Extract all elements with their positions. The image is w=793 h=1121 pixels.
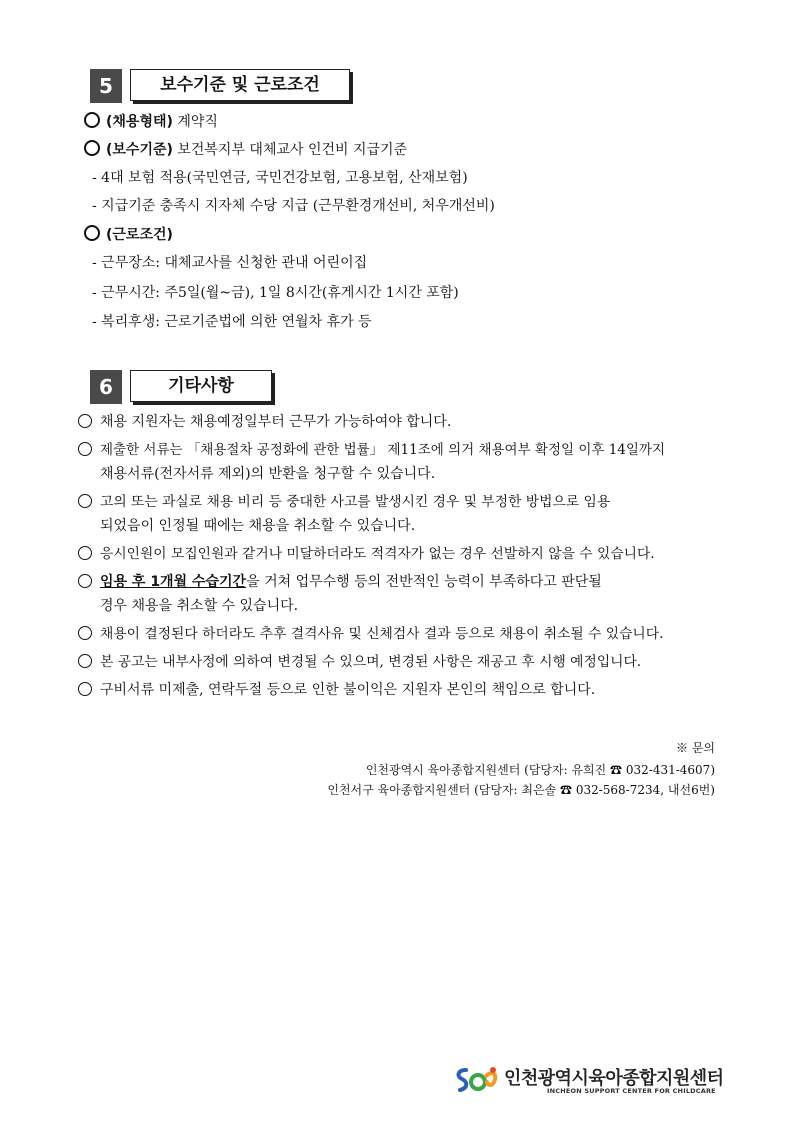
probation-emphasis: 임용 후 1개월 수습기간: [100, 574, 247, 590]
center-logo-icon: [452, 1064, 500, 1096]
note-text: 채용이 결정된다 하더라도 추후 결격사유 및 신체검사 결과 등으로 채용이 취소될 수 있습니다.: [100, 626, 664, 642]
section-5-header: [90, 69, 352, 103]
employment-type-row: [84, 112, 218, 132]
section-6-title: 기타사항: [130, 370, 272, 402]
circle-bullet-icon: [84, 112, 100, 128]
section-5-number: 5: [90, 69, 122, 103]
circle-bullet-icon: [78, 654, 92, 668]
circle-bullet-icon: [78, 574, 92, 588]
pay-standard-value: 보건복지부 대체교사 인건비 지급기준: [177, 142, 408, 158]
note-text: 본 공고는 내부사정에 의하여 변경될 수 있으며, 변경된 사항은 재공고 후 시행 예정입니다.: [100, 654, 642, 670]
employment-type-value: 계약직: [177, 114, 218, 130]
work-item: - 복리후생: 근로기준법에 의한 연월차 휴가 등: [92, 314, 372, 330]
note-item-continuation: 경우 채용을 취소할 수 있습니다.: [100, 598, 299, 614]
circle-bullet-icon: [78, 546, 92, 560]
contact-heading: ※ 문의: [676, 741, 715, 755]
work-conditions-row: [84, 225, 173, 245]
note-item: [78, 492, 610, 512]
contact-line: 인천서구 육아종합지원센터 (담당자: 최은솔 ☎ 032-568-7234, 내선6번): [327, 783, 715, 797]
circle-bullet-icon: [84, 225, 100, 241]
work-item: - 근무장소: 대체교사를 신청한 관내 어린이집: [92, 255, 368, 271]
work-conditions-label: (근로조건): [106, 227, 173, 243]
section-6-number: 6: [90, 370, 122, 404]
note-text: 응시인원이 모집인원과 같거나 미달하더라도 적격자가 없는 경우 선발하지 않을 수 있습니다.: [100, 546, 655, 562]
note-text: 제출한 서류는 「채용절차 공정화에 관한 법률」 제11조에 의거 채용여부 확정일 이후 14일까지: [100, 442, 665, 458]
section-6-header: [90, 370, 274, 404]
note-item: [78, 440, 665, 460]
circle-bullet-icon: [84, 140, 100, 156]
note-item-continuation: 되었음이 인정될 때에는 채용을 취소할 수 있습니다.: [100, 518, 416, 534]
pay-item: - 4대 보험 적용(국민연금, 국민건강보험, 고용보험, 산재보험): [92, 170, 468, 186]
center-logo: [452, 1062, 722, 1102]
section-5-title: 보수기준 및 근로조건: [130, 69, 350, 101]
note-item: [78, 652, 641, 672]
note-text: 고의 또는 과실로 채용 비리 등 중대한 사고를 발생시킨 경우 및 부정한 방법으로 임용: [100, 494, 611, 510]
contact-line: 인천광역시 육아종합지원센터 (담당자: 유희진 ☎ 032-431-4607): [365, 763, 715, 777]
pay-standard-row: [84, 140, 407, 160]
note-text: 구비서류 미제출, 연락두절 등으로 인한 불이익은 지원자 본인의 책임으로 합니다.: [100, 682, 596, 698]
note-item: [78, 544, 655, 564]
note-item: [78, 680, 595, 700]
circle-bullet-icon: [78, 682, 92, 696]
circle-bullet-icon: [78, 414, 92, 428]
employment-type-label: (채용형태): [106, 114, 173, 130]
pay-item: - 지급기준 충족시 지자체 수당 지급 (근무환경개선비, 처우개선비): [92, 198, 495, 214]
note-text: 을 거쳐 업무수행 등의 전반적인 능력이 부족하다고 판단될: [246, 574, 602, 590]
center-logo-name: 인천광역시육아종합지원센터: [504, 1068, 724, 1089]
center-logo-subtitle: INCHEON SUPPORT CENTER FOR CHILDCARE: [547, 1087, 716, 1095]
circle-bullet-icon: [78, 442, 92, 456]
note-item: [78, 572, 602, 592]
circle-bullet-icon: [78, 494, 92, 508]
note-item: [78, 624, 663, 644]
note-item: [78, 412, 451, 432]
work-item: - 근무시간: 주5일(월~금), 1일 8시간(휴게시간 1시간 포함): [92, 285, 459, 301]
circle-bullet-icon: [78, 626, 92, 640]
note-item-continuation: 채용서류(전자서류 제외)의 반환을 청구할 수 있습니다.: [100, 466, 436, 482]
note-text: 채용 지원자는 채용예정일부터 근무가 가능하여야 합니다.: [100, 414, 452, 430]
pay-standard-label: (보수기준): [106, 142, 173, 158]
